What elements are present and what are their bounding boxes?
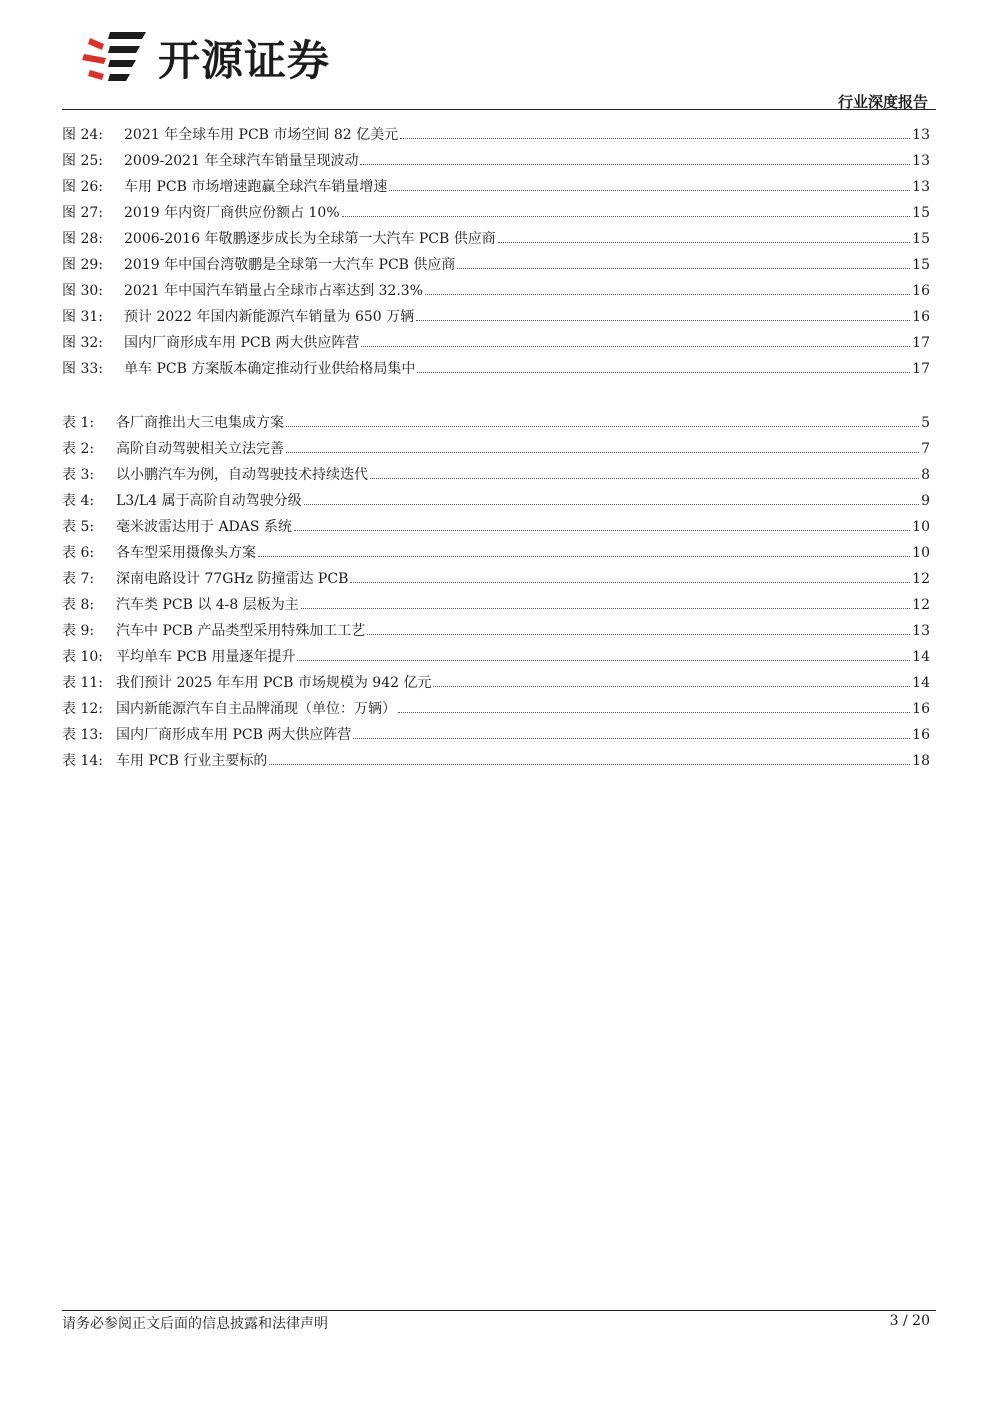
entry-page-number[interactable]: 10: [912, 519, 930, 535]
entry-page-number[interactable]: 13: [912, 179, 930, 195]
entry-page-number[interactable]: 14: [912, 675, 930, 691]
entry-number: 图 31:: [62, 309, 103, 325]
entry-page-number[interactable]: 12: [912, 597, 930, 613]
toc-entry[interactable]: [62, 358, 930, 384]
dot-leader: [353, 738, 910, 739]
entry-number: 表 3:: [62, 467, 95, 483]
entry-title[interactable]: 深南电路设计 77GHz 防撞雷达 PCB: [116, 571, 349, 587]
dot-leader: [367, 634, 910, 635]
entry-page-number[interactable]: 17: [912, 335, 930, 351]
entry-title[interactable]: 国内厂商形成车用 PCB 两大供应阵营: [124, 335, 360, 351]
toc-entry[interactable]: [62, 724, 930, 750]
toc-entry[interactable]: [62, 620, 930, 646]
entry-page-number[interactable]: 16: [912, 309, 930, 325]
dot-leader: [361, 346, 910, 347]
dot-leader: [389, 190, 910, 191]
toc-entry[interactable]: [62, 176, 930, 202]
entry-title[interactable]: 我们预计 2025 年车用 PCB 市场规模为 942 亿元: [116, 675, 432, 691]
toc-entry[interactable]: [62, 306, 930, 332]
entry-page-number[interactable]: 13: [912, 623, 930, 639]
dot-leader: [294, 530, 910, 531]
toc-entry[interactable]: [62, 464, 930, 490]
entry-page-number[interactable]: 8: [921, 467, 930, 483]
toc-entry[interactable]: [62, 332, 930, 358]
entry-page-number[interactable]: 9: [921, 493, 930, 509]
toc-entry[interactable]: [62, 646, 930, 672]
dot-leader: [416, 320, 910, 321]
dot-leader: [398, 712, 910, 713]
entry-title[interactable]: 2006-2016 年敬鹏逐步成长为全球第一大汽车 PCB 供应商: [124, 231, 496, 247]
company-logo: [80, 28, 330, 88]
dot-leader: [417, 372, 910, 373]
page-number: 3 / 20: [889, 1313, 930, 1329]
entry-page-number[interactable]: 15: [912, 231, 930, 247]
entry-title[interactable]: 国内新能源汽车自主品牌涌现（单位：万辆）: [116, 701, 396, 717]
entry-page-number[interactable]: 14: [912, 649, 930, 665]
figure-list: [62, 124, 930, 384]
entry-title[interactable]: 2019 年中国台湾敬鹏是全球第一大汽车 PCB 供应商: [124, 257, 456, 273]
entry-page-number[interactable]: 13: [912, 127, 930, 143]
entry-page-number[interactable]: 12: [912, 571, 930, 587]
entry-number: 表 14:: [62, 753, 103, 769]
entry-page-number[interactable]: 10: [912, 545, 930, 561]
dot-leader: [297, 660, 910, 661]
toc-entry[interactable]: [62, 542, 930, 568]
entry-number: 表 12:: [62, 701, 103, 717]
toc-entry[interactable]: [62, 672, 930, 698]
dot-leader: [425, 294, 910, 295]
dot-leader: [301, 608, 910, 609]
entry-title[interactable]: 毫米波雷达用于 ADAS 系统: [116, 519, 292, 535]
dot-leader: [269, 764, 910, 765]
dot-leader: [304, 504, 920, 505]
entry-number: 表 10:: [62, 649, 103, 665]
entry-title[interactable]: 2009-2021 年全球汽车销量呈现波动: [124, 153, 359, 169]
entry-number: 图 26:: [62, 179, 103, 195]
entry-page-number[interactable]: 7: [921, 441, 930, 457]
toc-entry[interactable]: [62, 202, 930, 228]
entry-number: 表 1:: [62, 415, 95, 431]
entry-number: 图 33:: [62, 361, 103, 377]
toc-entry[interactable]: [62, 698, 930, 724]
entry-page-number[interactable]: 13: [912, 153, 930, 169]
entry-number: 表 13:: [62, 727, 103, 743]
dot-leader: [498, 242, 910, 243]
entry-title[interactable]: 各厂商推出大三电集成方案: [116, 415, 284, 431]
entry-title[interactable]: 汽车中 PCB 产品类型采用特殊加工工艺: [116, 623, 366, 639]
dot-leader: [457, 268, 910, 269]
entry-number: 表 5:: [62, 519, 95, 535]
entry-title[interactable]: 高阶自动驾驶相关立法完善: [116, 441, 284, 457]
report-type-label: 行业深度报告: [837, 93, 928, 111]
toc-entry[interactable]: [62, 594, 930, 620]
entry-number: 表 8:: [62, 597, 95, 613]
toc-entry[interactable]: [62, 124, 930, 150]
entry-title[interactable]: 单车 PCB 方案版本确定推动行业供给格局集中: [124, 361, 416, 377]
entry-number: 表 6:: [62, 545, 95, 561]
entry-page-number[interactable]: 15: [912, 257, 930, 273]
entry-page-number[interactable]: 16: [912, 727, 930, 743]
entry-page-number[interactable]: 17: [912, 361, 930, 377]
entry-title[interactable]: 车用 PCB 行业主要标的: [116, 753, 268, 769]
dot-leader: [350, 582, 910, 583]
footer-divider: [62, 1310, 936, 1311]
entry-page-number[interactable]: 15: [912, 205, 930, 221]
entry-title[interactable]: 预计 2022 年国内新能源汽车销量为 650 万辆: [124, 309, 415, 325]
entry-title[interactable]: 国内厂商形成车用 PCB 两大供应阵营: [116, 727, 352, 743]
table-list: [62, 412, 930, 776]
entry-title[interactable]: 车用 PCB 市场增速跑赢全球汽车销量增速: [124, 179, 388, 195]
entry-number: 表 7:: [62, 571, 95, 587]
dot-leader: [286, 452, 919, 453]
toc-entry[interactable]: [62, 750, 930, 776]
company-name: 开源证券: [158, 36, 331, 85]
toc-entry[interactable]: [62, 516, 930, 542]
entry-page-number[interactable]: 5: [921, 415, 930, 431]
entry-title[interactable]: 2021 年中国汽车销量占全球市占率达到 32.3%: [124, 283, 424, 299]
entry-number: 图 28:: [62, 231, 103, 247]
entry-number: 图 27:: [62, 205, 103, 221]
toc-entry[interactable]: [62, 412, 930, 438]
dot-leader: [342, 216, 911, 217]
toc-entry[interactable]: [62, 490, 930, 516]
entry-title[interactable]: 2019 年内资厂商供应份额占 10%: [124, 205, 340, 221]
entry-number: 表 2:: [62, 441, 95, 457]
entry-page-number[interactable]: 16: [912, 701, 930, 717]
dot-leader: [258, 556, 910, 557]
entry-title[interactable]: 各车型采用摄像头方案: [116, 545, 256, 561]
toc-entry[interactable]: [62, 150, 930, 176]
entry-number: 图 29:: [62, 257, 103, 273]
entry-number: 表 9:: [62, 623, 95, 639]
entry-number: 图 32:: [62, 335, 103, 351]
header-divider: [62, 109, 936, 110]
toc-entry[interactable]: [62, 254, 930, 280]
toc-entry[interactable]: [62, 438, 930, 464]
entry-title[interactable]: 汽车类 PCB 以 4-8 层板为主: [116, 597, 299, 613]
entry-title[interactable]: L3/L4 属于高阶自动驾驶分级: [116, 493, 302, 509]
entry-number: 表 11:: [62, 675, 103, 691]
dot-leader: [400, 138, 910, 139]
dot-leader: [286, 426, 919, 427]
entry-number: 表 4:: [62, 493, 95, 509]
entry-number: 图 24:: [62, 127, 103, 143]
entry-title[interactable]: 2021 年全球车用 PCB 市场空间 82 亿美元: [124, 127, 399, 143]
toc-entry[interactable]: [62, 280, 930, 306]
entry-number: 图 25:: [62, 153, 103, 169]
dot-leader: [360, 164, 910, 165]
dot-leader: [433, 686, 910, 687]
entry-title[interactable]: 平均单车 PCB 用量逐年提升: [116, 649, 296, 665]
kaiyuan-logo-icon: [80, 28, 148, 88]
entry-title[interactable]: 以小鹏汽车为例，自动驾驶技术持续迭代: [116, 467, 368, 483]
dot-leader: [370, 478, 919, 479]
entry-number: 图 30:: [62, 283, 103, 299]
entry-page-number[interactable]: 18: [912, 753, 930, 769]
footer-disclaimer: 请务必参阅正文后面的信息披露和法律声明: [62, 1316, 328, 1332]
toc-entry[interactable]: [62, 568, 930, 594]
toc-entry[interactable]: [62, 228, 930, 254]
entry-page-number[interactable]: 16: [912, 283, 930, 299]
